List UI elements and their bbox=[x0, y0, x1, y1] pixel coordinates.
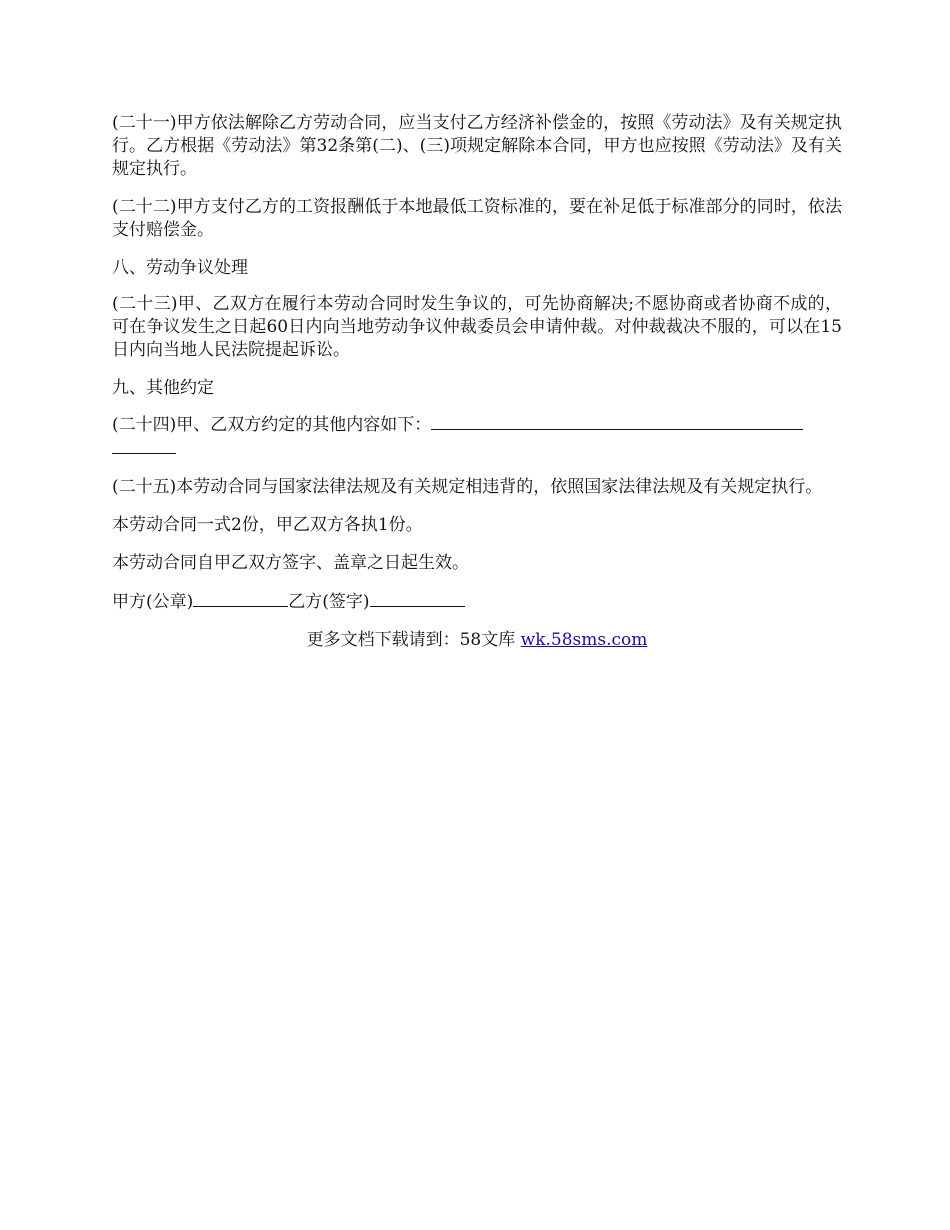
clause-24 bbox=[112, 413, 842, 461]
party-a-label: 甲方(公章) bbox=[112, 592, 194, 612]
signature-line bbox=[112, 590, 842, 614]
party-b-label: 乙方(签字) bbox=[288, 592, 370, 612]
party-b-signature-blank bbox=[370, 590, 465, 607]
document-body bbox=[112, 112, 842, 652]
footer-text: 更多文档下载请到：58文库 bbox=[306, 630, 521, 650]
section-heading-labor-dispute: 八、劳动争议处理 bbox=[112, 258, 248, 278]
clause-22: (二十二)甲方支付乙方的工资报酬低于本地最低工资标准的，要在补足低于标准部分的同时，依法支付赔偿金。 bbox=[112, 197, 842, 240]
download-footer bbox=[112, 629, 842, 652]
clause-21: (二十一)甲方依法解除乙方劳动合同，应当支付乙方经济补偿金的，按照《劳动法》及有关规定执行。乙方根据《劳动法》第32条第(二)、(三)项规定解除本合同，甲方也应按照《劳动法》及有关规定执行。 bbox=[112, 113, 842, 179]
party-a-signature-blank bbox=[193, 590, 288, 607]
effective-statement: 本劳动合同自甲乙双方签字、盖章之日起生效。 bbox=[112, 553, 469, 573]
clause-24-text: (二十四)甲、乙双方约定的其他内容如下： bbox=[112, 415, 432, 435]
clause-25: (二十五)本劳动合同与国家法律法规及有关规定相违背的，依照国家法律法规及有关规定执行。 bbox=[112, 477, 823, 497]
other-terms-blank-continued bbox=[112, 437, 176, 454]
section-heading-other-agreements: 九、其他约定 bbox=[112, 378, 214, 398]
clause-23: (二十三)甲、乙双方在履行本劳动合同时发生争议的，可先协商解决;不愿协商或者协商不成的，可在争议发生之日起60日内向当地劳动争议仲裁委员会申请仲裁。对仲裁裁决不服的，可以在15日内向当地人民法院提起诉讼。 bbox=[112, 294, 842, 360]
other-terms-blank bbox=[431, 413, 803, 430]
footer-link[interactable]: wk.58sms.com bbox=[520, 630, 648, 650]
copies-statement: 本劳动合同一式2份，甲乙双方各执1份。 bbox=[112, 515, 423, 535]
